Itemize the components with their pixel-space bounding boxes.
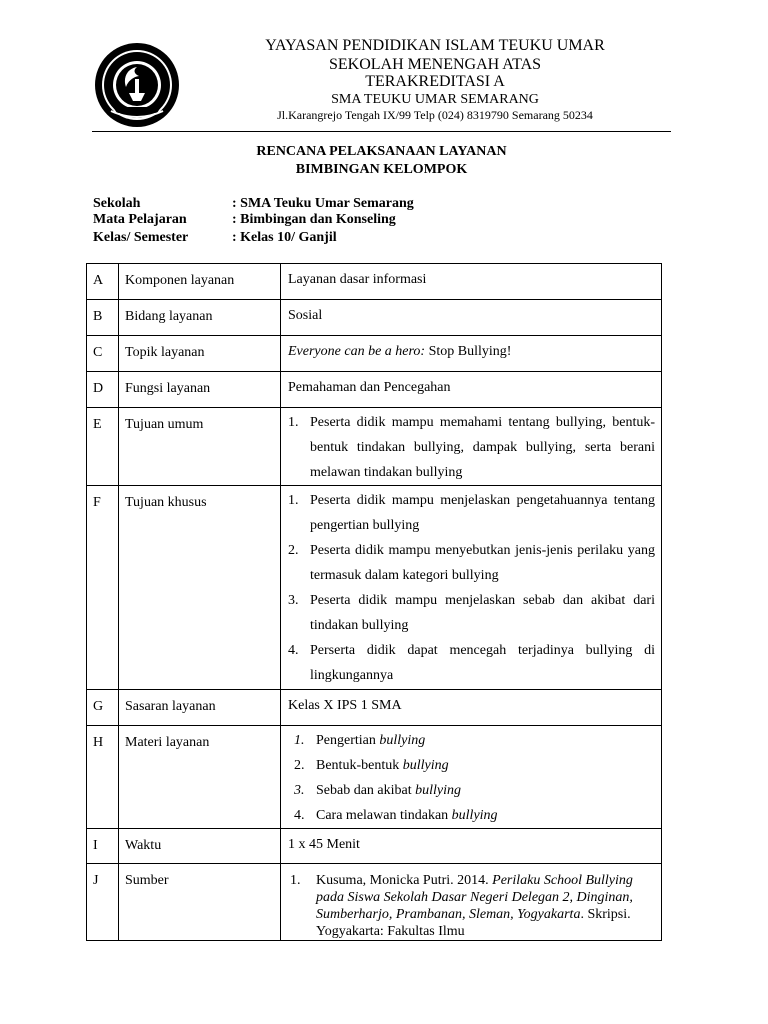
- info-label: Sekolah: [93, 196, 141, 211]
- row-value: [281, 726, 662, 829]
- row-value: [281, 864, 662, 941]
- row-code: F: [87, 486, 119, 690]
- row-label: Tujuan umum: [119, 408, 281, 486]
- row-label: Tujuan khusus: [119, 486, 281, 690]
- row-code: H: [87, 726, 119, 829]
- foundation-name: YAYASAN PENDIDIKAN ISLAM TEUKU UMAR: [265, 37, 605, 54]
- table-row: [87, 372, 662, 408]
- list-item: 3. Peserta didik mampu menjelaskan sebab dan akibat dari tindakan bullying: [288, 593, 655, 633]
- row-value: [281, 486, 662, 690]
- list-item: 1. Peserta didik mampu memahami tentang bullying, bentuk-bentuk tindakan bullying, dampak bullying, serta berani melawan tindakan bullying: [288, 415, 655, 480]
- list-item: 3. Sebab dan akibat bullying: [294, 783, 462, 798]
- school-level: SEKOLAH MENENGAH ATAS: [328, 56, 542, 73]
- document-title-line2: BIMBINGAN KELOMPOK: [295, 162, 468, 177]
- row-value: Pemahaman dan Pencegahan: [281, 372, 662, 408]
- header-divider: [92, 131, 671, 132]
- row-value: 1 x 45 Menit: [281, 829, 662, 864]
- source-item: 1. Kusuma, Monicka Putri. 2014. Perilaku School Bullying pada Siswa Sekolah Dasar Negeri Delegan 2, Dinginan, Sumberharjo, Prambanan, Sleman, Yogyakarta. Skripsi. Yogyakarta: Fakultas Ilmu: [290, 873, 633, 939]
- info-label: Mata Pelajaran: [93, 212, 187, 227]
- row-label: Waktu: [119, 829, 281, 864]
- topic-italic: Everyone can be a hero:: [288, 344, 426, 359]
- list-item: 4. Cara melawan tindakan bullying: [294, 808, 498, 823]
- row-label: Materi layanan: [119, 726, 281, 829]
- table-row: [87, 300, 662, 336]
- row-label: Bidang layanan: [119, 300, 281, 336]
- topic-text: Stop Bullying!: [425, 344, 512, 359]
- row-label: Sumber: [119, 864, 281, 941]
- table-row: [87, 829, 662, 864]
- row-label: Komponen layanan: [119, 264, 281, 300]
- row-code: B: [87, 300, 119, 336]
- row-code: I: [87, 829, 119, 864]
- row-label: Fungsi layanan: [119, 372, 281, 408]
- table-row: [87, 864, 662, 941]
- row-label: Topik layanan: [119, 336, 281, 372]
- table-row: [87, 726, 662, 829]
- school-address: Jl.Karangrejo Tengah IX/99 Telp (024) 8319790 Semarang 50234: [277, 108, 593, 122]
- school-logo: [93, 41, 181, 129]
- table-row: [87, 264, 662, 300]
- row-code: G: [87, 690, 119, 726]
- row-value: Sosial: [281, 300, 662, 336]
- table-row: [87, 336, 662, 372]
- accreditation: TERAKREDITASI A: [365, 73, 505, 90]
- list-item: 2. Peserta didik mampu menyebutkan jenis-jenis perilaku yang termasuk dalam kategori bullying: [288, 543, 655, 583]
- row-value: [281, 336, 662, 372]
- row-value: Layanan dasar informasi: [281, 264, 662, 300]
- service-plan-table: [86, 263, 662, 941]
- table-row: [87, 690, 662, 726]
- row-value: [281, 408, 662, 486]
- info-value: : SMA Teuku Umar Semarang: [232, 196, 414, 211]
- info-label: Kelas/ Semester: [93, 230, 189, 245]
- school-name: SMA TEUKU UMAR SEMARANG: [331, 92, 539, 107]
- row-code: A: [87, 264, 119, 300]
- row-code: J: [87, 864, 119, 941]
- table-row: [87, 408, 662, 486]
- list-item: 2. Bentuk-bentuk bullying: [294, 758, 449, 773]
- list-item: 4. Perserta didik dapat mencegah terjadinya bullying di lingkungannya: [288, 643, 655, 683]
- row-value: Kelas X IPS 1 SMA: [281, 690, 662, 726]
- row-label: Sasaran layanan: [119, 690, 281, 726]
- info-value: : Bimbingan dan Konseling: [232, 212, 396, 227]
- list-item: 1. Peserta didik mampu menjelaskan pengetahuannya tentang pengertian bullying: [288, 493, 655, 533]
- table-row: [87, 486, 662, 690]
- document-title-line1: RENCANA PELAKSANAAN LAYANAN: [256, 144, 507, 159]
- row-code: D: [87, 372, 119, 408]
- info-value: : Kelas 10/ Ganjil: [232, 230, 337, 245]
- row-code: C: [87, 336, 119, 372]
- list-item: 1. Pengertian bullying: [294, 733, 426, 748]
- row-code: E: [87, 408, 119, 486]
